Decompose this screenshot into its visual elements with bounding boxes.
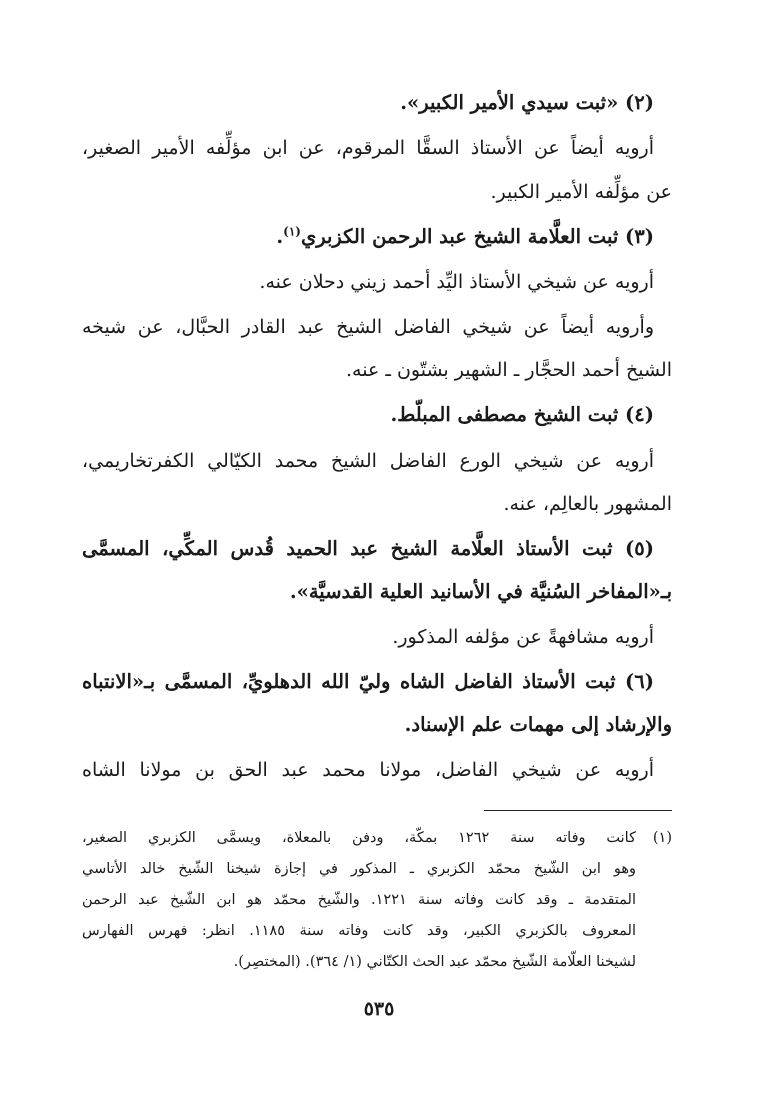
heading-thabat-6: (٦) ثبت الأستاذ الفاضل الشاه وليّ الله الدهلويِّ، المسمَّى بـ«الانتباه — [82, 670, 654, 693]
page-number: ٥٣٥ — [363, 998, 395, 1020]
paragraph-line: الشيخ أحمد الحجَّار ـ الشهير بشتّون ـ عنه. — [346, 359, 672, 381]
paragraph-line: أرويه عن شيخي الورع الفاضل الشيخ محمد الكيّالي الكفرتخاريمي، — [82, 450, 654, 472]
heading-thabat-3: (٣) ثبت العلَّامة الشيخ عبد الرحمن الكزبري$^{(١)}$. — [276, 224, 654, 248]
heading-thabat-5: (٥) ثبت الأستاذ العلَّامة الشيخ عبد الحميد قُدس المكِّي، المسمَّى — [82, 537, 654, 560]
footnote-number: (١) — [652, 830, 672, 846]
paragraph-line: المشهور بالعالِم، عنه. — [503, 493, 672, 515]
heading-thabat-5-cont: بـ«المفاخر السُنيَّة في الأسانيد العلية القدسيَّة». — [289, 580, 672, 603]
heading-thabat-6-cont: والإرشاد إلى مهمات علم الإسناد. — [404, 713, 672, 736]
paragraph-line: أرويه عن شيخي الفاضل، مولانا محمد عبد الحق بن مولانا الشاه — [82, 759, 654, 781]
heading-thabat-2: (٢) «ثبت سيدي الأمير الكبير». — [400, 91, 654, 114]
paragraph-line: أرويه أيضاً عن الأستاذ السقَّا المرقوم، عن ابن مؤلِّفه الأمير الصغير، — [82, 137, 654, 159]
paragraph-line: أرويه مشافهةً عن مؤلفه المذكور. — [392, 626, 654, 648]
paragraph-line: عن مؤلِّفه الأمير الكبير. — [490, 181, 672, 203]
heading-thabat-4: (٤) ثبت الشيخ مصطفى المبلّط. — [390, 403, 654, 426]
book-page: (٢) «ثبت سيدي الأمير الكبير». أرويه أيضاً عن الأستاذ السقَّا المرقوم، عن ابن مؤلِّفه الأمير الصغير، عن مؤلِّفه الأمير الكبير. (٣) ثبت العلَّامة الشيخ عبد الرحمن الكزبري$^{(١)}$. أرويه عن شيخي الأستاذ اليِّد أحمد زيني دحلان عنه. وأرويه أيضاً عن شيخي الفاضل الشيخ عبد القادر الحبَّال، عن شيخه الشيخ أحمد الحجَّار ـ الشهير بشتّون ـ عنه. (٤) ثبت الشيخ مصطفى المبلّط. أرويه عن شيخي الورع الفاضل الشيخ محمد الكيّالي الكفرتخاريمي، المشهور بالعالِم، عنه. (٥) ثبت الأستاذ العلَّامة الشيخ عبد الحميد قُدس المكِّي، المسمَّى بـ«المفاخر السُنيَّة في الأسانيد العلية القدسيَّة». أرويه مشافهةً عن مؤلفه المذكور. (٦) ثبت الأستاذ الفاضل الشاه وليّ الله الدهلويِّ، المسمَّى بـ«الانتباه والإرشاد إلى مهمات علم الإسناد. أرويه عن شيخي الفاضل، مولانا محمد عبد الحق بن مولانا الشاه (١) كانت وفاته سنة ١٢٦٢ بمكّة، ودفن بالمعلاة، ويسمَّى الكزبري الصغير، وهو ابن الشّيخ محمّد الكزبري ـ المذكور في إجازة شيخنا الشّيخ خالد الأتاسي المتقدمة ـ وقد كانت وفاته سنة ١٢٢١. والشّيخ محمّد هو ابن الشّيخ عبد الرحمن المعروف بالكزبري الكبير، وقد كانت وفاته سنة ١١٨٥. انظر: فهرس الفهارس لشيخنا العلّامة الشّيخ محمّد عبد الحث الكتّاني (١/ ٣٦٤). (المختصِر). ٥٣٥ — [0, 0, 758, 1104]
footnote-reference: (١) — [283, 224, 301, 239]
paragraph-line: أرويه عن شيخي الأستاذ اليِّد أحمد زيني دحلان عنه. — [259, 271, 654, 293]
paragraph-line: وأرويه أيضاً عن شيخي الفاضل الشيخ عبد القادر الحبَّال، عن شيخه — [82, 316, 654, 338]
footnote-divider — [484, 810, 672, 811]
